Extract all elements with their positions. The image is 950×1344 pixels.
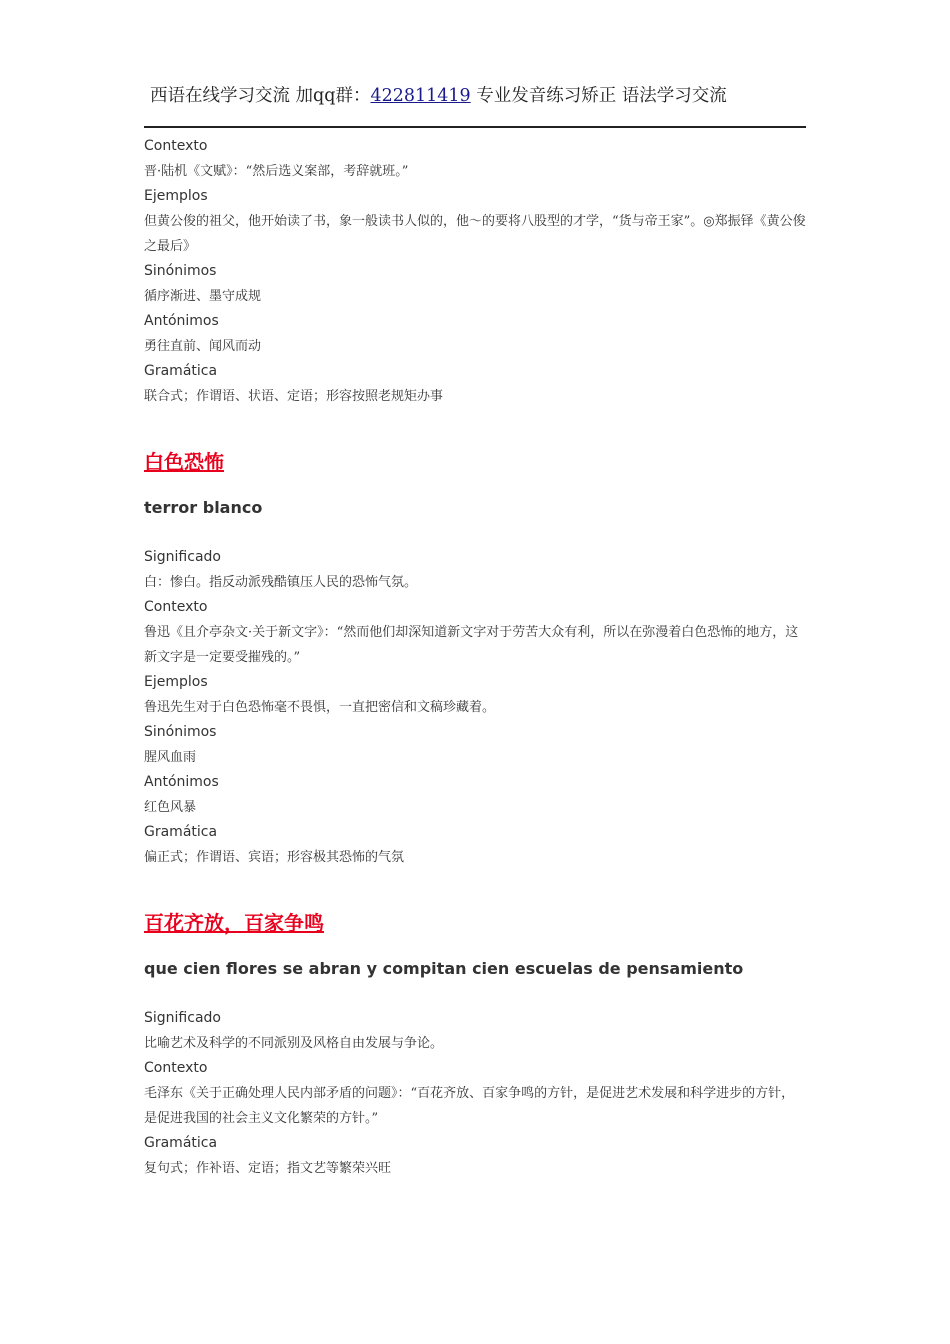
gramatica-label: Gramática xyxy=(144,363,218,379)
idiom-translation: que cien flores se abran y compitan cien escuelas de pensamiento xyxy=(144,959,744,978)
contexto-label: Contexto xyxy=(144,599,208,615)
idiom-title[interactable]: 白色恐怖 xyxy=(144,450,224,474)
sinonimos-text: 循序渐进、墨守成规 xyxy=(144,289,262,304)
antonimos-label: Antónimos xyxy=(144,313,219,329)
gramatica-text: 复句式；作补语、定语；指文艺等繁荣兴旺 xyxy=(144,1161,392,1176)
document-page xyxy=(144,0,806,1344)
significado-text: 白：惨白。指反动派残酷镇压人民的恐怖气氛。 xyxy=(144,575,418,590)
significado-text: 比喻艺术及科学的不同派别及风格自由发展与争论。 xyxy=(144,1036,444,1051)
idiom-title[interactable]: 百花齐放，百家争鸣 xyxy=(144,911,324,935)
idiom-entry-baihua-qifang xyxy=(144,908,806,1181)
contexto-text: 晋·陆机《文赋》：“然后选义案部，考辞就班。” xyxy=(144,164,409,179)
ejemplos-text: 但黄公俊的祖父，他开始读了书，象一般读书人似的，他～的要将八股型的才学，“货与帝王家”。◎郑振铎《黄公俊之最后》 xyxy=(144,214,806,254)
page-header xyxy=(150,82,810,107)
ejemplos-text: 鲁迅先生对于白色恐怖毫不畏惧，一直把密信和文稿珍藏着。 xyxy=(144,700,496,715)
header-suffix: 专业发音练习矫正 语法学习交流 xyxy=(470,86,727,106)
sinonimos-label: Sinónimos xyxy=(144,263,217,279)
gramatica-label: Gramática xyxy=(144,824,218,840)
document-content xyxy=(144,134,806,1181)
antonimos-text: 勇往直前、闻风而动 xyxy=(144,339,262,354)
significado-label: Significado xyxy=(144,1010,221,1026)
gramatica-text: 联合式；作谓语、状语、定语；形容按照老规矩办事 xyxy=(144,389,444,404)
header-prefix: 西语在线学习交流 加qq群： xyxy=(150,86,371,106)
sinonimos-label: Sinónimos xyxy=(144,724,217,740)
antonimos-label: Antónimos xyxy=(144,774,219,790)
ejemplos-label: Ejemplos xyxy=(144,674,208,690)
continued-entry xyxy=(144,134,806,409)
contexto-label: Contexto xyxy=(144,1060,208,1076)
ejemplos-label: Ejemplos xyxy=(144,188,208,204)
gramatica-text: 偏正式；作谓语、宾语；形容极其恐怖的气氛 xyxy=(144,850,405,865)
contexto-text: 鲁迅《且介亭杂文·关于新文字》：“然而他们却深知道新文字对于劳苦大众有利，所以在弥漫着白色恐怖的地方，这新文字是一定要受摧残的。” xyxy=(144,625,799,665)
antonimos-text: 红色风暴 xyxy=(144,800,197,815)
qq-group-link[interactable]: 422811419 xyxy=(370,86,471,106)
contexto-text: 毛泽东《关于正确处理人民内部矛盾的问题》：“百花齐放、百家争鸣的方针，是促进艺术发展和科学进步的方针，是促进我国的社会主义文化繁荣的方针。” xyxy=(144,1086,795,1126)
sinonimos-text: 腥风血雨 xyxy=(144,750,197,765)
idiom-entry-baise-kongbu xyxy=(144,447,806,870)
idiom-translation: terror blanco xyxy=(144,498,263,517)
gramatica-label: Gramática xyxy=(144,1135,218,1151)
significado-label: Significado xyxy=(144,549,221,565)
header-divider xyxy=(144,126,806,128)
contexto-label: Contexto xyxy=(144,138,208,154)
